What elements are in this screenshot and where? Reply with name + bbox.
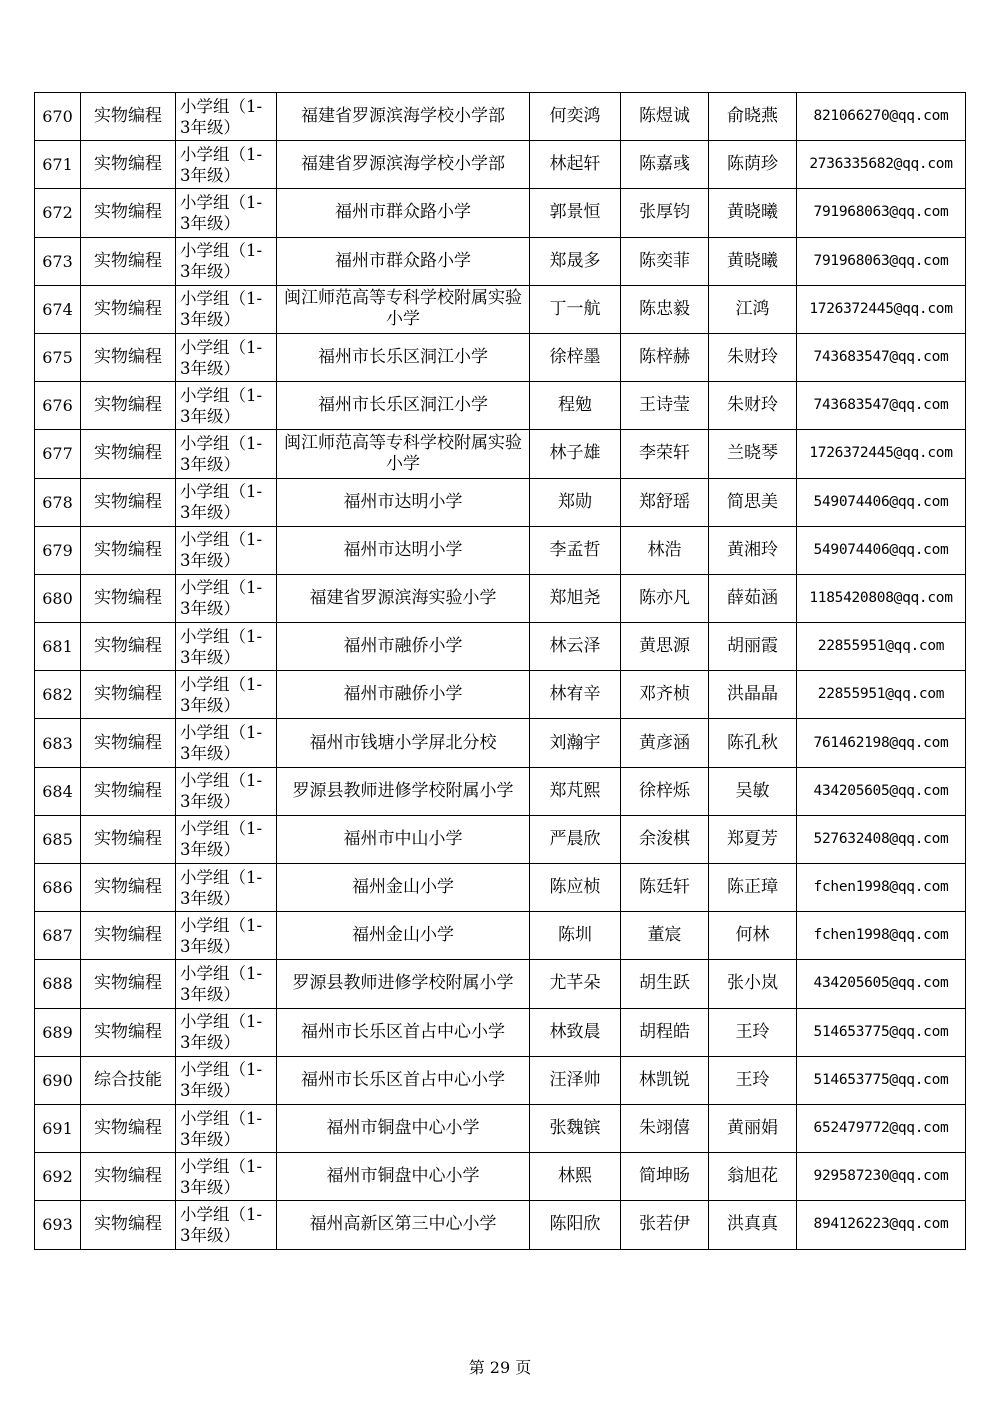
group-line-2: 3年级）	[180, 984, 240, 1004]
cell-group	[176, 237, 277, 285]
group-line-2: 3年级）	[180, 213, 240, 233]
cell-email: fchen1998@qq.com	[797, 912, 966, 960]
cell-group	[176, 1008, 277, 1056]
cell-group	[176, 382, 277, 430]
table-row	[35, 864, 966, 912]
cell-school: 罗源县教师进修学校附属小学	[277, 767, 530, 815]
cell-category: 实物编程	[81, 912, 176, 960]
cell-category: 实物编程	[81, 767, 176, 815]
cell-group	[176, 189, 277, 237]
cell-number: 683	[35, 719, 81, 767]
cell-category: 实物编程	[81, 671, 176, 719]
cell-student-2: 董宸	[621, 912, 709, 960]
cell-student-1: 林起轩	[530, 141, 621, 189]
cell-teacher: 陈荫珍	[709, 141, 797, 189]
cell-number: 680	[35, 574, 81, 622]
cell-student-1: 何奕鸿	[530, 93, 621, 141]
page-footer: 第 29 页	[468, 1358, 532, 1377]
group-line-1: 小学组（1-	[180, 96, 263, 116]
cell-school: 福州市群众路小学	[277, 189, 530, 237]
cell-teacher: 何林	[709, 912, 797, 960]
cell-number: 690	[35, 1056, 81, 1104]
cell-category: 实物编程	[81, 1201, 176, 1249]
group-line-1: 小学组（1-	[180, 1012, 263, 1032]
group-line-1: 小学组（1-	[180, 674, 263, 694]
table-body	[35, 93, 966, 1250]
cell-group	[176, 864, 277, 912]
group-line-1: 小学组（1-	[180, 819, 263, 839]
group-line-2: 3年级）	[180, 1177, 240, 1197]
cell-student-1: 李孟哲	[530, 526, 621, 574]
cell-number: 689	[35, 1008, 81, 1056]
cell-student-2: 简坤旸	[621, 1153, 709, 1201]
cell-school: 罗源县教师进修学校附属小学	[277, 960, 530, 1008]
group-line-1: 小学组（1-	[180, 963, 263, 983]
cell-group	[176, 478, 277, 526]
cell-school: 福州市长乐区洞江小学	[277, 382, 530, 430]
cell-number: 686	[35, 864, 81, 912]
cell-number: 676	[35, 382, 81, 430]
cell-teacher: 朱财玲	[709, 333, 797, 381]
group-line-2: 3年级）	[180, 358, 240, 378]
cell-student-1: 林熙	[530, 1153, 621, 1201]
cell-school: 福州市融侨小学	[277, 671, 530, 719]
cell-email: 894126223@qq.com	[797, 1201, 966, 1249]
cell-teacher: 张小岚	[709, 960, 797, 1008]
table-row	[35, 478, 966, 526]
cell-student-2: 王诗莹	[621, 382, 709, 430]
cell-email: 527632408@qq.com	[797, 815, 966, 863]
cell-teacher: 江鸿	[709, 285, 797, 333]
group-line-2: 3年级）	[180, 262, 240, 282]
cell-teacher: 黄晓曦	[709, 237, 797, 285]
group-line-1: 小学组（1-	[180, 578, 263, 598]
cell-school: 福州市群众路小学	[277, 237, 530, 285]
cell-category: 实物编程	[81, 526, 176, 574]
results-table	[34, 92, 966, 1250]
cell-student-2: 张若伊	[621, 1201, 709, 1249]
cell-number: 677	[35, 430, 81, 478]
cell-student-2: 陈嘉彧	[621, 141, 709, 189]
cell-student-1: 张魏镔	[530, 1104, 621, 1152]
cell-student-2: 陈奕菲	[621, 237, 709, 285]
cell-category: 实物编程	[81, 93, 176, 141]
group-line-1: 小学组（1-	[180, 1108, 263, 1128]
group-line-2: 3年级）	[180, 165, 240, 185]
group-line-1: 小学组（1-	[180, 626, 263, 646]
cell-school: 福州市达明小学	[277, 478, 530, 526]
cell-group	[176, 1104, 277, 1152]
cell-number: 688	[35, 960, 81, 1008]
cell-teacher: 翁旭花	[709, 1153, 797, 1201]
cell-group	[176, 93, 277, 141]
cell-number: 675	[35, 333, 81, 381]
cell-email: 1726372445@qq.com	[797, 430, 966, 478]
group-line-1: 小学组（1-	[180, 337, 263, 357]
group-line-2: 3年级）	[180, 1129, 240, 1149]
group-line-2: 3年级）	[180, 647, 240, 667]
cell-student-1: 郑芃熙	[530, 767, 621, 815]
cell-email: 929587230@qq.com	[797, 1153, 966, 1201]
cell-category: 实物编程	[81, 864, 176, 912]
table-row	[35, 1008, 966, 1056]
cell-teacher: 郑夏芳	[709, 815, 797, 863]
cell-student-2: 张厚钧	[621, 189, 709, 237]
cell-student-1: 陈圳	[530, 912, 621, 960]
cell-category: 实物编程	[81, 960, 176, 1008]
group-line-2: 3年级）	[180, 744, 240, 764]
group-line-1: 小学组（1-	[180, 482, 263, 502]
group-line-2: 3年级）	[180, 310, 240, 330]
cell-number: 679	[35, 526, 81, 574]
cell-category: 实物编程	[81, 285, 176, 333]
cell-student-1: 汪泽帅	[530, 1056, 621, 1104]
cell-student-2: 陈亦凡	[621, 574, 709, 622]
cell-student-1: 林宥辛	[530, 671, 621, 719]
cell-teacher: 简思美	[709, 478, 797, 526]
cell-student-2: 陈煜诚	[621, 93, 709, 141]
cell-student-1: 尤芊朵	[530, 960, 621, 1008]
group-line-2: 3年级）	[180, 454, 240, 474]
cell-group	[176, 285, 277, 333]
cell-category: 实物编程	[81, 430, 176, 478]
cell-student-1: 陈应桢	[530, 864, 621, 912]
cell-number: 673	[35, 237, 81, 285]
cell-number: 684	[35, 767, 81, 815]
table-row	[35, 382, 966, 430]
cell-category: 综合技能	[81, 1056, 176, 1104]
cell-number: 682	[35, 671, 81, 719]
cell-group	[176, 141, 277, 189]
cell-teacher: 朱财玲	[709, 382, 797, 430]
cell-teacher: 陈正璋	[709, 864, 797, 912]
group-line-2: 3年级）	[180, 1225, 240, 1245]
group-line-1: 小学组（1-	[180, 241, 263, 261]
table-row	[35, 1104, 966, 1152]
cell-student-1: 程勉	[530, 382, 621, 430]
group-line-1: 小学组（1-	[180, 289, 263, 309]
cell-email: 434205605@qq.com	[797, 767, 966, 815]
cell-group	[176, 1201, 277, 1249]
cell-school: 福州市中山小学	[277, 815, 530, 863]
cell-student-1: 陈阳欣	[530, 1201, 621, 1249]
cell-student-2: 徐梓烁	[621, 767, 709, 815]
cell-number: 687	[35, 912, 81, 960]
cell-student-2: 余浚棋	[621, 815, 709, 863]
group-line-2: 3年级）	[180, 792, 240, 812]
cell-teacher: 王玲	[709, 1008, 797, 1056]
cell-email: 821066270@qq.com	[797, 93, 966, 141]
group-line-2: 3年级）	[180, 1033, 240, 1053]
cell-category: 实物编程	[81, 237, 176, 285]
group-line-1: 小学组（1-	[180, 867, 263, 887]
group-line-2: 3年级）	[180, 406, 240, 426]
cell-teacher: 洪晶晶	[709, 671, 797, 719]
group-line-2: 3年级）	[180, 551, 240, 571]
group-line-1: 小学组（1-	[180, 530, 263, 550]
table-row	[35, 237, 966, 285]
cell-number: 671	[35, 141, 81, 189]
cell-category: 实物编程	[81, 333, 176, 381]
cell-group	[176, 912, 277, 960]
table-row	[35, 189, 966, 237]
group-line-2: 3年级）	[180, 117, 240, 137]
group-line-1: 小学组（1-	[180, 1156, 263, 1176]
table-row	[35, 430, 966, 478]
table-row	[35, 960, 966, 1008]
cell-school: 福州市铜盘中心小学	[277, 1104, 530, 1152]
cell-school: 福建省罗源滨海实验小学	[277, 574, 530, 622]
cell-category: 实物编程	[81, 189, 176, 237]
group-line-1: 小学组（1-	[180, 385, 263, 405]
cell-school: 福州金山小学	[277, 864, 530, 912]
cell-student-1: 林致晨	[530, 1008, 621, 1056]
cell-group	[176, 430, 277, 478]
cell-email: 791968063@qq.com	[797, 189, 966, 237]
cell-email: 549074406@qq.com	[797, 526, 966, 574]
group-line-1: 小学组（1-	[180, 433, 263, 453]
cell-teacher: 黄丽娟	[709, 1104, 797, 1152]
group-line-2: 3年级）	[180, 840, 240, 860]
cell-student-1: 郭景恒	[530, 189, 621, 237]
cell-number: 691	[35, 1104, 81, 1152]
cell-category: 实物编程	[81, 1153, 176, 1201]
cell-category: 实物编程	[81, 1104, 176, 1152]
table-row	[35, 815, 966, 863]
cell-school: 福州市融侨小学	[277, 623, 530, 671]
table-row	[35, 574, 966, 622]
cell-number: 693	[35, 1201, 81, 1249]
cell-teacher: 洪真真	[709, 1201, 797, 1249]
cell-teacher: 薛茹涵	[709, 574, 797, 622]
cell-group	[176, 574, 277, 622]
group-line-1: 小学组（1-	[180, 192, 263, 212]
group-line-1: 小学组（1-	[180, 144, 263, 164]
cell-number: 685	[35, 815, 81, 863]
group-line-2: 3年级）	[180, 503, 240, 523]
table-row	[35, 93, 966, 141]
cell-student-2: 陈廷轩	[621, 864, 709, 912]
cell-student-2: 李荣轩	[621, 430, 709, 478]
cell-student-2: 郑舒瑶	[621, 478, 709, 526]
cell-student-1: 郑勋	[530, 478, 621, 526]
cell-student-2: 胡生跃	[621, 960, 709, 1008]
cell-category: 实物编程	[81, 623, 176, 671]
cell-school: 闽江师范高等专科学校附属实验小学	[277, 430, 530, 478]
group-line-1: 小学组（1-	[180, 723, 263, 743]
table-row	[35, 141, 966, 189]
table-row	[35, 526, 966, 574]
cell-student-2: 朱翊僖	[621, 1104, 709, 1152]
cell-email: 22855951@qq.com	[797, 623, 966, 671]
cell-group	[176, 1153, 277, 1201]
cell-teacher: 王玲	[709, 1056, 797, 1104]
cell-email: fchen1998@qq.com	[797, 864, 966, 912]
cell-number: 670	[35, 93, 81, 141]
cell-student-1: 郑旭尧	[530, 574, 621, 622]
cell-school: 福州市达明小学	[277, 526, 530, 574]
cell-teacher: 俞晓燕	[709, 93, 797, 141]
group-line-2: 3年级）	[180, 888, 240, 908]
cell-email: 514653775@qq.com	[797, 1008, 966, 1056]
cell-email: 1726372445@qq.com	[797, 285, 966, 333]
group-line-2: 3年级）	[180, 695, 240, 715]
table-row	[35, 912, 966, 960]
cell-school: 福州高新区第三中心小学	[277, 1201, 530, 1249]
cell-student-1: 林云泽	[530, 623, 621, 671]
group-line-1: 小学组（1-	[180, 1060, 263, 1080]
group-line-1: 小学组（1-	[180, 771, 263, 791]
cell-school: 福州市铜盘中心小学	[277, 1153, 530, 1201]
cell-group	[176, 767, 277, 815]
cell-email: 761462198@qq.com	[797, 719, 966, 767]
table-row	[35, 285, 966, 333]
cell-teacher: 兰晓琴	[709, 430, 797, 478]
cell-teacher: 黄湘玲	[709, 526, 797, 574]
cell-teacher: 陈孔秋	[709, 719, 797, 767]
cell-group	[176, 960, 277, 1008]
cell-number: 672	[35, 189, 81, 237]
cell-school: 福州金山小学	[277, 912, 530, 960]
cell-school: 福州市长乐区首占中心小学	[277, 1008, 530, 1056]
cell-category: 实物编程	[81, 382, 176, 430]
cell-category: 实物编程	[81, 719, 176, 767]
cell-student-2: 林凯锐	[621, 1056, 709, 1104]
group-line-1: 小学组（1-	[180, 915, 263, 935]
cell-email: 549074406@qq.com	[797, 478, 966, 526]
table-row	[35, 767, 966, 815]
table-row	[35, 671, 966, 719]
table-row	[35, 719, 966, 767]
table-row	[35, 1153, 966, 1201]
cell-category: 实物编程	[81, 574, 176, 622]
cell-student-2: 陈忠毅	[621, 285, 709, 333]
cell-teacher: 吴敏	[709, 767, 797, 815]
cell-group	[176, 815, 277, 863]
cell-group	[176, 719, 277, 767]
group-line-2: 3年级）	[180, 599, 240, 619]
cell-category: 实物编程	[81, 815, 176, 863]
group-line-1: 小学组（1-	[180, 1204, 263, 1224]
cell-student-2: 陈梓赫	[621, 333, 709, 381]
cell-email: 743683547@qq.com	[797, 333, 966, 381]
cell-student-1: 郑晟多	[530, 237, 621, 285]
cell-school: 福州市钱塘小学屏北分校	[277, 719, 530, 767]
cell-student-2: 黄彦涵	[621, 719, 709, 767]
cell-student-1: 林子雄	[530, 430, 621, 478]
cell-number: 692	[35, 1153, 81, 1201]
table-row	[35, 623, 966, 671]
cell-student-2: 胡程皓	[621, 1008, 709, 1056]
cell-school: 福建省罗源滨海学校小学部	[277, 141, 530, 189]
cell-email: 791968063@qq.com	[797, 237, 966, 285]
cell-student-2: 林浩	[621, 526, 709, 574]
cell-email: 2736335682@qq.com	[797, 141, 966, 189]
cell-student-2: 黄思源	[621, 623, 709, 671]
cell-email: 1185420808@qq.com	[797, 574, 966, 622]
cell-student-1: 刘瀚宇	[530, 719, 621, 767]
cell-student-1: 严晨欣	[530, 815, 621, 863]
group-line-2: 3年级）	[180, 936, 240, 956]
cell-school: 福州市长乐区洞江小学	[277, 333, 530, 381]
cell-teacher: 胡丽霞	[709, 623, 797, 671]
cell-category: 实物编程	[81, 1008, 176, 1056]
cell-teacher: 黄晓曦	[709, 189, 797, 237]
cell-email: 652479772@qq.com	[797, 1104, 966, 1152]
cell-email: 22855951@qq.com	[797, 671, 966, 719]
cell-category: 实物编程	[81, 141, 176, 189]
cell-group	[176, 671, 277, 719]
cell-student-1: 徐梓墨	[530, 333, 621, 381]
cell-group	[176, 1056, 277, 1104]
cell-number: 678	[35, 478, 81, 526]
cell-number: 674	[35, 285, 81, 333]
table-row	[35, 1056, 966, 1104]
cell-email: 514653775@qq.com	[797, 1056, 966, 1104]
cell-student-1: 丁一航	[530, 285, 621, 333]
table-row	[35, 1201, 966, 1249]
group-line-2: 3年级）	[180, 1081, 240, 1101]
cell-school: 福建省罗源滨海学校小学部	[277, 93, 530, 141]
cell-group	[176, 623, 277, 671]
cell-number: 681	[35, 623, 81, 671]
cell-student-2: 邓齐桢	[621, 671, 709, 719]
cell-email: 743683547@qq.com	[797, 382, 966, 430]
cell-school: 福州市长乐区首占中心小学	[277, 1056, 530, 1104]
cell-group	[176, 333, 277, 381]
cell-group	[176, 526, 277, 574]
cell-school: 闽江师范高等专科学校附属实验小学	[277, 285, 530, 333]
table-row	[35, 333, 966, 381]
cell-email: 434205605@qq.com	[797, 960, 966, 1008]
cell-category: 实物编程	[81, 478, 176, 526]
